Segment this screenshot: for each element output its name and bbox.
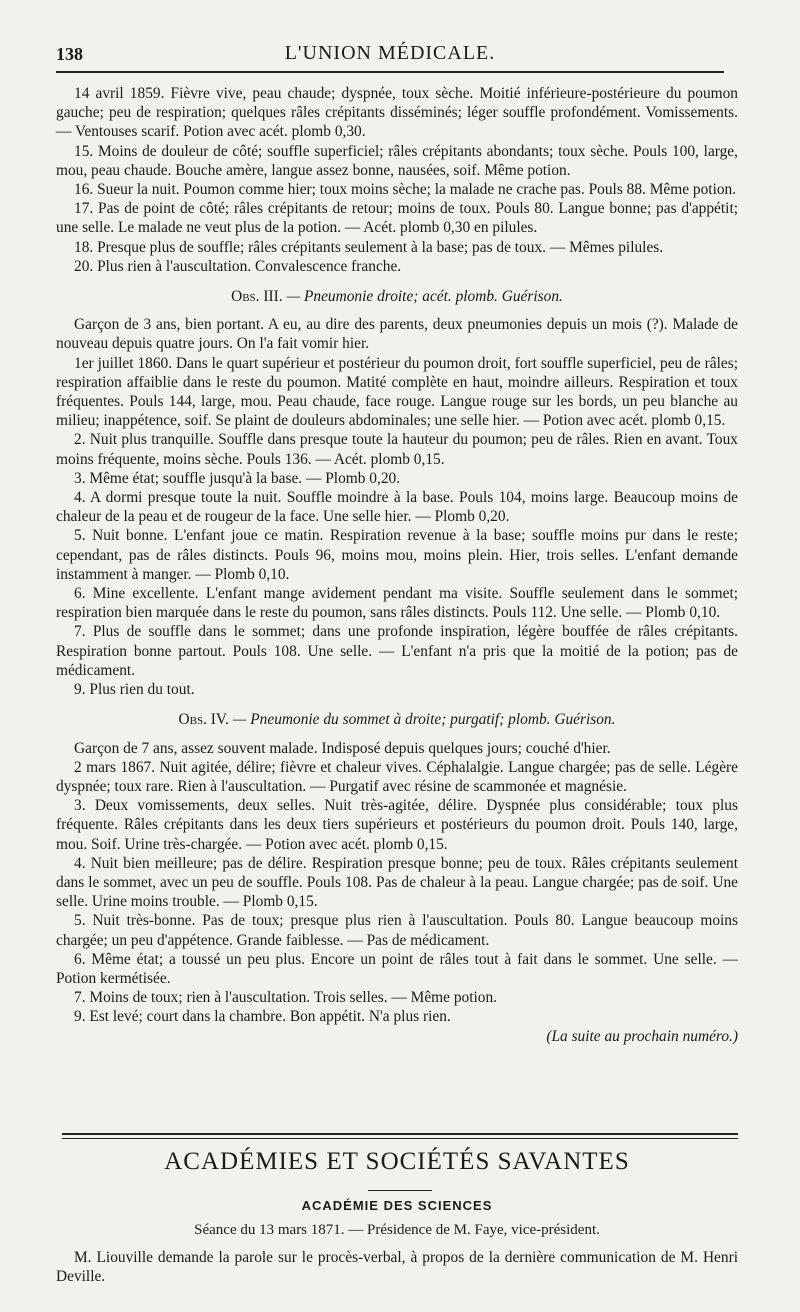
running-title: L'UNION MÉDICALE.	[284, 42, 496, 64]
paragraph: Garçon de 3 ans, bien portant. A eu, au dire des parents, deux pneumonies depuis un mois (?). Malade de nouveau depuis quatre jours. On l'a fait vomir hier.	[56, 316, 738, 353]
paragraph: 3. Deux vomissements, deux selles. Nuit très-agitée, délire. Dyspnée plus considérable; toux plus fréquente. Râles crépitants dans les deux tiers supérieurs et postérieurs du poumon droit. Pouls 140, large, mou. Soif. Urine très-chargée. — Potion avec acét. plomb 0,15.	[56, 797, 738, 853]
paragraph: 9. Plus rien du tout.	[74, 681, 195, 699]
paragraph: 18. Presque plus de souffle; râles crépitants seulement à la base; pas de toux. — Mêmes pilules.	[74, 238, 664, 256]
paragraph: 17. Pas de point de côté; râles crépitants de retour; moins de toux. Pouls 80. Langue bonne; pas d'appétit; une selle. Le malade ne veut plus de la potion. — Acét. plomb 0,30 en pilules.	[56, 200, 738, 237]
section-rule	[62, 1138, 738, 1139]
session-line: Séance du 13 mars 1871. — Présidence de M. Faye, vice-président.	[194, 1222, 600, 1238]
subsection-title: ACADÉMIE DES SCIENCES	[301, 1198, 493, 1213]
observation-heading	[56, 287, 738, 306]
page-header	[56, 40, 724, 70]
paragraph: 7. Moins de toux; rien à l'auscultation. Trois selles. — Même potion.	[74, 989, 497, 1007]
observation-title: — Pneumonie du sommet à droite; purgatif; plomb. Guérison.	[232, 711, 616, 729]
paragraph: 7. Plus de souffle dans le sommet; dans une profonde inspiration, légère bouffée de râles crépitants. Respiration bonne partout. Pouls 108. Une selle. — L'enfant n'a pris que la moitié de la potion; pas de médicament.	[56, 623, 738, 679]
observation-label: Obs. III.	[231, 288, 283, 306]
observation-title: — Pneumonie droite; acét. plomb. Guérison.	[286, 288, 563, 306]
continuation-text: (La suite au prochain numéro.)	[546, 1027, 738, 1045]
paragraph: 6. Mine excellente. L'enfant mange avidement pendant ma visite. Souffle seulement dans le sommet; respiration bien marquée dans le reste du poumon, sans râles distincts. Pouls 112. Une selle. — Plomb 0,10.	[56, 585, 738, 622]
article-body	[56, 84, 738, 1046]
paragraph: 20. Plus rien à l'auscultation. Convalescence franche.	[74, 257, 402, 275]
paragraph: 3. Même état; souffle jusqu'à la base. — Plomb 0,20.	[74, 469, 401, 487]
header-rule	[56, 71, 724, 73]
divider	[368, 1190, 432, 1191]
paragraph: 9. Est levé; court dans la chambre. Bon appétit. N'a plus rien.	[74, 1008, 451, 1026]
paragraph: Garçon de 7 ans, assez souvent malade. Indisposé depuis quelques jours; couché d'hier.	[74, 739, 611, 757]
observation-label: Obs. IV.	[178, 711, 229, 729]
section-title: ACADÉMIES ET SOCIÉTÉS SAVANTES	[164, 1148, 630, 1175]
continuation-note	[56, 1027, 738, 1046]
paragraph: 2 mars 1867. Nuit agitée, délire; fièvre et chaleur vives. Céphalalgie. Langue chargée; pas de selle. Légère dyspnée; toux rare. Rien à l'auscultation. — Purgatif avec résine de scammonée et magnésie.	[56, 758, 738, 795]
paragraph: 4. Nuit bien meilleure; pas de délire. Respiration presque bonne; peu de toux. Râles crépitants seulement dans le sommet, avec un peu de souffle. Pouls 108. Pas de chaleur à la peau. Langue chargée; pas de soif. Une selle. Urine moins trouble. — Plomb 0,15.	[56, 854, 738, 911]
paragraph: M. Liouville demande la parole sur le procès-verbal, à propos de la dernière communication de M. Henri Deville.	[56, 1249, 738, 1285]
paragraph: 1er juillet 1860. Dans le quart supérieur et postérieur du poumon droit, fort souffle superficiel, peu de râles; respiration affaiblie dans le reste du poumon. Matité complète en haut, moindre ailleurs. Respiration et toux fréquentes. Pouls 144, large, mou. Peau chaude, face rouge. Langue rouge sur les bords, un peu blanche au milieu; inappétence, soif. Se plaint de douleurs abdominales; une selle hier. — Potion avec acét. plomb 0,15.	[56, 354, 738, 430]
observation-heading	[56, 710, 738, 729]
paragraph: 16. Sueur la nuit. Poumon comme hier; toux moins sèche; la malade ne crache pas. Pouls 88. Même potion.	[74, 181, 737, 199]
paragraph: 15. Moins de douleur de côté; souffle superficiel; râles crépitants abondants; toux sèche. Pouls 100, large, mou, peau chaude. Bouche amère, langue assez bonne, nausées, soif. Même potion.	[56, 142, 738, 179]
paragraph: 5. Nuit très-bonne. Pas de toux; presque plus rien à l'auscultation. Pouls 80. Langue beaucoup moins chargée; un peu d'appétence. Grande faiblesse. — Pas de médicament.	[56, 912, 738, 949]
paragraph: 4. A dormi presque toute la nuit. Souffle moindre à la base. Pouls 104, moins large. Beaucoup moins de chaleur de la peau et de rougeur de la face. Une selle hier. — Plomb 0,20.	[56, 489, 738, 526]
paragraph: 6. Même état; a toussé un peu plus. Encore un point de râles tout à fait dans le sommet. Une selle. — Potion kermétisée.	[56, 950, 738, 987]
section-rule	[62, 1133, 738, 1135]
paragraph: 2. Nuit plus tranquille. Souffle dans presque toute la hauteur du poumon; peu de râles. Rien en avant. Toux moins fréquente, moins sèche. Pouls 136. — Acét. plomb 0,15.	[56, 431, 738, 468]
page-number: 138	[56, 44, 83, 64]
paragraph: 5. Nuit bonne. L'enfant joue ce matin. Respiration revenue à la base; souffle moins pur dans le reste; cependant, pas de râles distincts. Pouls 96, moins mou, moins plein. Hier, trois selles. L'enfant demande instamment à manger. — Plomb 0,10.	[56, 527, 738, 583]
paragraph: 14 avril 1859. Fièvre vive, peau chaude; dyspnée, toux sèche. Moitié inférieure-postérieure du poumon gauche; peu de respiration; quelques râles crépitants disséminés; léger souffle profondément. Vomissements. — Ventouses scarif. Potion avec acét. plomb 0,30.	[56, 85, 738, 141]
